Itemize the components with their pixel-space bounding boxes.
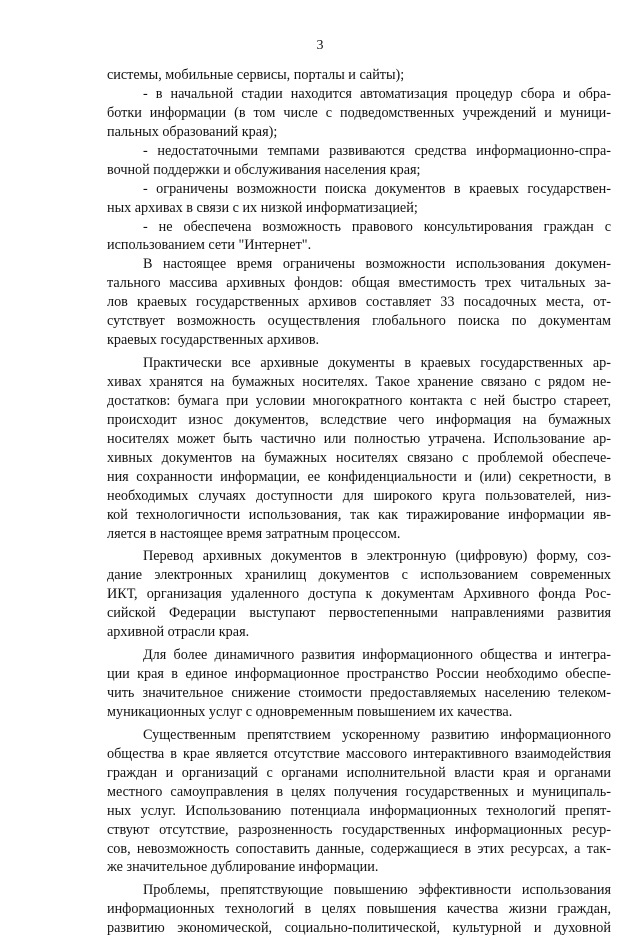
text-line: Проблемы, препятствующие повышению эффективности использования bbox=[143, 882, 611, 899]
text-line: - ограничены возможности поиска документов в краевых государствен- bbox=[143, 180, 611, 197]
text-line: ния сохранности информации, ее конфиденциальности и (или) секретности, в bbox=[107, 468, 611, 485]
text-line: тального массива архивных фондов: общая вместимость трех читальных за- bbox=[107, 275, 611, 292]
paragraph bbox=[107, 255, 611, 350]
page-number: 3 bbox=[316, 38, 324, 53]
text-line: кой технологичности использования, так как тиражирование информации яв- bbox=[107, 506, 611, 523]
text-line: ствуют отсутствие, разрозненность государственных информационных ресур- bbox=[107, 821, 611, 838]
text-line: Перевод архивных документов в электронную (цифровую) форму, соз- bbox=[143, 548, 611, 565]
text-line: лов краевых государственных архивов составляет 33 посадочных места, от- bbox=[107, 294, 611, 311]
text-line: пальных образований края); bbox=[107, 123, 278, 140]
text-line: - не обеспечена возможность правового консультирования граждан с bbox=[143, 218, 611, 235]
text-line: ных услуг. Использованию потенциала информационных технологий препят- bbox=[107, 802, 611, 819]
text-line: сутствует возможность осуществления глобального поиска по документам bbox=[107, 313, 611, 330]
paragraph bbox=[107, 218, 611, 256]
text-line: ных архивах в связи с их низкой информатизацией; bbox=[107, 199, 418, 216]
text-line: хивах хранятся на бумажных носителях. Такое хранение связано с рядом не- bbox=[107, 374, 611, 390]
paragraph bbox=[107, 66, 611, 85]
text-line: же значительное дублирование информации. bbox=[107, 859, 379, 876]
text-line: вочной поддержки и обслуживания населения края; bbox=[107, 161, 421, 178]
text-line: развитию экономической, социально-политической, культурной и духовной bbox=[107, 920, 611, 937]
text-line: ляется в настоящее время затратным процессом. bbox=[107, 525, 401, 542]
text-line: - в начальной стадии находится автоматизация процедур сбора и обра- bbox=[143, 85, 611, 102]
text-line: дание электронных хранилищ документов с использованием современных bbox=[107, 567, 611, 584]
paragraph bbox=[107, 726, 611, 878]
document-body bbox=[107, 66, 611, 938]
text-line: В настоящее время ограничены возможности использования докумен- bbox=[143, 256, 611, 273]
text-line: носителях может быть частично или полностью утрачена. Использование ар- bbox=[107, 430, 611, 447]
text-line: ботки информации (в том числе с подведомственных учреждений и муници- bbox=[107, 104, 611, 121]
text-line: ции края в единое информационное пространство России необходимо обеспе- bbox=[107, 666, 611, 683]
paragraph bbox=[107, 142, 611, 180]
text-line: архивной отрасли края. bbox=[107, 624, 250, 641]
paragraph bbox=[107, 180, 611, 218]
text-line: Для более динамичного развития информационного общества и интегра- bbox=[143, 647, 611, 664]
text-line: сов, невозможность сопоставить данные, содержащиеся в этих ресурсах, а так- bbox=[107, 840, 611, 857]
text-line: - недостаточными темпами развиваются средства информационно-спра- bbox=[143, 142, 611, 159]
paragraph bbox=[107, 646, 611, 722]
text-line: хивных документов на бумажных носителях связано с проблемой обеспече- bbox=[107, 449, 611, 466]
paragraph bbox=[107, 881, 611, 938]
text-line: происходит износ документов, вследствие чего информация на бумажных bbox=[107, 411, 611, 428]
text-line: краевых государственных архивов. bbox=[107, 332, 320, 349]
paragraph bbox=[107, 85, 611, 142]
paragraph bbox=[107, 354, 611, 543]
text-line: системы, мобильные сервисы, порталы и сайты); bbox=[107, 67, 405, 83]
text-line: муникационных услуг с одновременным повышением их качества. bbox=[107, 703, 513, 720]
text-line: общества в крае является отсутствие массового интерактивного взаимодействия bbox=[107, 745, 611, 762]
text-line: чить значительное снижение стоимости предоставляемых населению телеком- bbox=[107, 685, 611, 701]
text-line: местного самоуправления в целях получения государственных и муниципаль- bbox=[107, 783, 611, 800]
text-line: необходимых случаях доступности для широкого круга пользователей, низ- bbox=[107, 487, 611, 504]
text-line: Существенным препятствием ускоренному развитию информационного bbox=[143, 726, 611, 743]
text-line: Практически все архивные документы в краевых государственных ар- bbox=[143, 355, 611, 372]
paragraph bbox=[107, 547, 611, 642]
text-line: достатков: бумага при условии многократного контакта с ней быстро стареет, bbox=[107, 392, 611, 409]
text-line: ИКТ, организация удаленного доступа к документам Архивного фонда Рос- bbox=[107, 586, 611, 603]
text-line: граждан и организаций с органами исполнительной власти края и органами bbox=[107, 764, 611, 781]
text-line: использованием сети "Интернет". bbox=[107, 237, 312, 254]
text-line: информационных технологий в целях повышения качества жизни граждан, bbox=[107, 901, 611, 918]
text-line: сийской Федерации выступают первостепенными направлениями развития bbox=[107, 605, 611, 622]
